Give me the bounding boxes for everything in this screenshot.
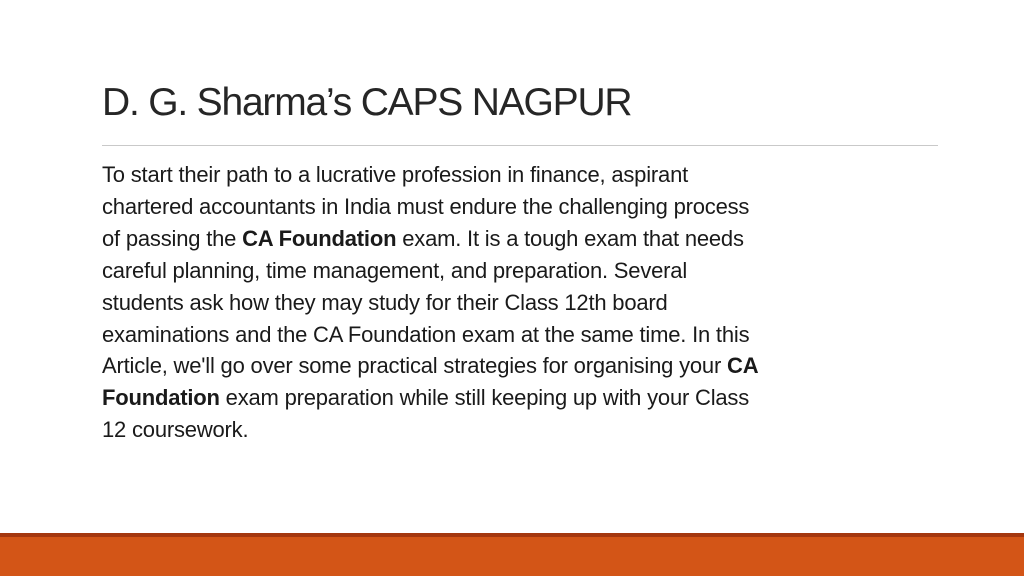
body-line — [102, 319, 938, 351]
footer-band — [0, 537, 1024, 576]
body-text: 12 coursework. — [102, 417, 249, 443]
body-line — [102, 350, 938, 382]
body-text: exam. It is a tough exam that needs — [396, 225, 744, 251]
body-text: examinations and the CA Foundation exam at the same time. In this — [102, 321, 750, 347]
body-text: of passing the — [102, 225, 243, 251]
slide-title: D. G. Sharma’s CAPS NAGPUR — [102, 81, 632, 124]
body-text: chartered accountants in India must endure the challenging process — [102, 193, 750, 219]
body-bold-text: CA — [727, 353, 759, 379]
body-line — [102, 414, 938, 446]
body-line — [102, 191, 938, 223]
body-line — [102, 382, 938, 414]
body-line — [102, 223, 938, 255]
body-text: Article, we'll go over some practical strategies for organising your — [102, 353, 728, 379]
slide-body — [102, 159, 938, 446]
title-divider — [102, 145, 938, 146]
body-text: exam preparation while still keeping up with your Class — [219, 385, 750, 411]
body-text: students ask how they may study for their Class 12th board — [102, 289, 668, 315]
body-line — [102, 287, 938, 319]
body-text: careful planning, time management, and preparation. Several — [102, 257, 688, 283]
body-line — [102, 255, 938, 287]
body-bold-text: CA Foundation — [242, 225, 397, 251]
body-text: To start their path to a lucrative profession in finance, aspirant — [102, 162, 689, 187]
body-line — [102, 159, 938, 191]
body-bold-text: Foundation — [102, 385, 220, 411]
